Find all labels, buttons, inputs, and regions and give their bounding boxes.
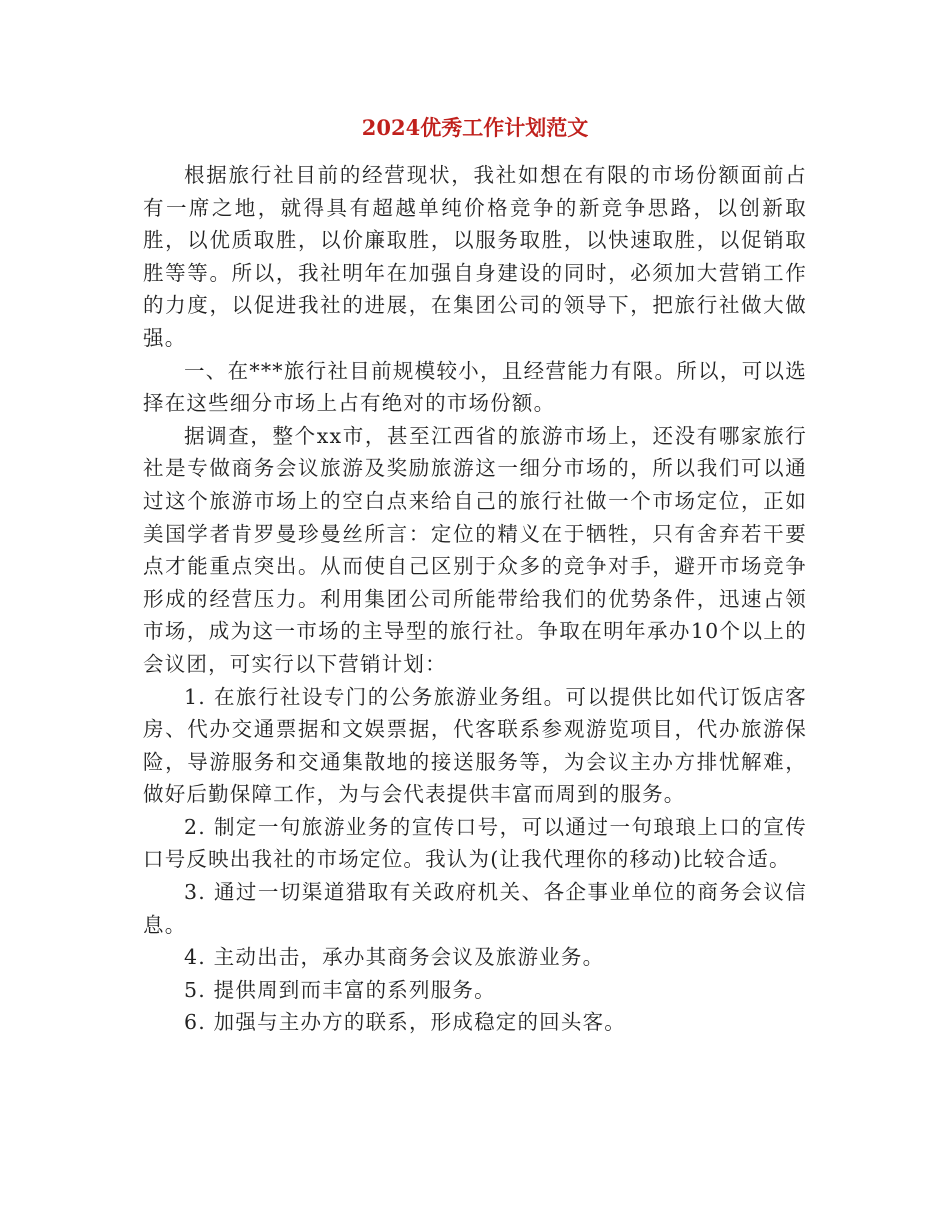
paragraph-item-4: 4. 主动出击，承办其商务会议及旅游业务。 [184,945,605,970]
paragraph-item-6: 6. 加强与主办方的联系，形成稳定的回头客。 [184,1010,626,1035]
paragraph-item-5: 5. 提供周到而丰富的系列服务。 [184,977,496,1002]
paragraph-survey: 据调查，整个xx市，甚至江西省的旅游市场上，还没有哪家旅行社是专做商务会议旅游及奖励旅游这一细分市场的，所以我们可以通过这个旅游市场上的空白点来给自己的旅行社做一个市场定位，正如美国学者肯罗曼珍曼丝所言：定位的精义在于牺牲，只有舍弃若干要点才能重点突出。从而使自己区别于众多的竞争对手，避开市场竞争形成的经营压力。利用集团公司所能带给我们的优势条件，迅速占领市场，成为这一市场的主导型的旅行社。争取在明年承办10个以上的会议团，可实行以下营销计划： [143,423,807,676]
paragraph-item-2: 2. 制定一句旅游业务的宣传口号，可以通过一句琅琅上口的宣传口号反映出我社的市场定位。我认为(让我代理你的移动)比较合适。 [143,814,807,872]
document-body [143,159,807,1039]
paragraph-intro: 根据旅行社目前的经营现状，我社如想在有限的市场份额面前占有一席之地，就得具有超越单纯价格竞争的新竞争思路，以创新取胜，以优质取胜，以价廉取胜，以服务取胜，以快速取胜，以促销取胜等等。所以，我社明年在加强自身建设的同时，必须加大营销工作的力度，以促进我社的进展，在集团公司的领导下，把旅行社做大做强。 [143,163,807,350]
paragraph-section-one: 一、在***旅行社目前规模较小，且经营能力有限。所以，可以选择在这些细分市场上占有绝对的市场份额。 [143,358,807,416]
paragraph-item-3: 3. 通过一切渠道猎取有关政府机关、各企事业单位的商务会议信息。 [143,880,807,937]
document-title: 2024优秀工作计划范文 [361,115,589,140]
paragraph-item-1: 1. 在旅行社设专门的公务旅游业务组。可以提供比如代订饭店客房、代办交通票据和文娱票据，代客联系参观游览项目，代办旅游保险，导游服务和交通集散地的接送服务等，为会议主办方排忧解难，做好后勤保障工作，为与会代表提供丰富而周到的服务。 [143,684,807,807]
